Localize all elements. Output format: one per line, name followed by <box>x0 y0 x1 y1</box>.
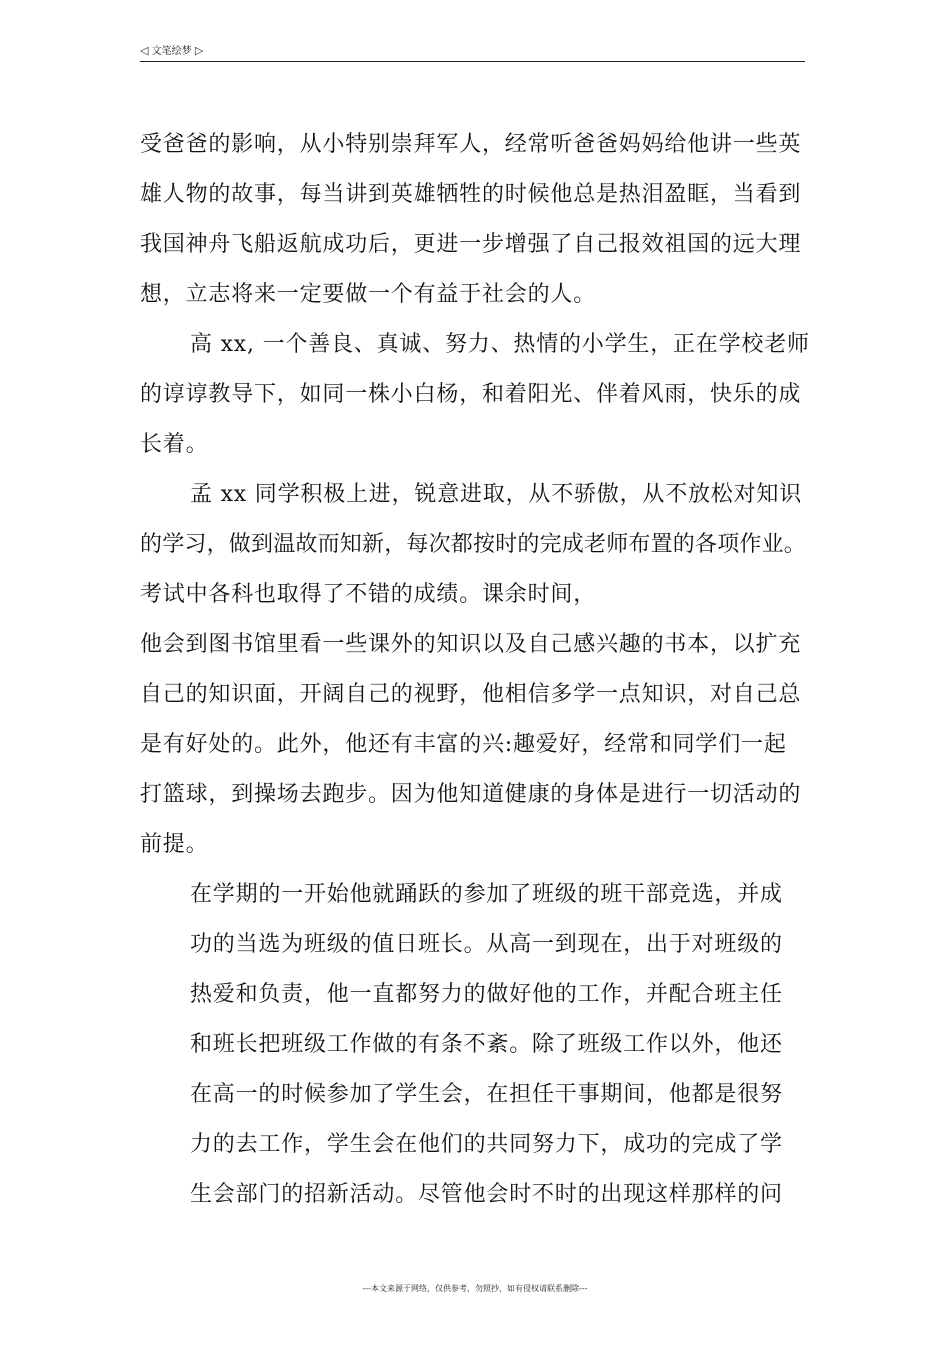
body-line: 和班长把班级工作做的有条不紊。除了班级工作以外，他还 <box>190 1032 783 1057</box>
body-line: 是有好处的。此外，他还有丰富的兴:趣爱好，经常和同学们一起 <box>140 732 787 757</box>
header-label <box>140 44 203 59</box>
body-line: 在高一的时候参加了学生会，在担任干事期间，他都是很努 <box>190 1082 783 1107</box>
body-line: 力的去工作，学生会在他们的共同努力下，成功的完成了学 <box>190 1132 783 1157</box>
body-line: 的学习，做到温故而知新，每次都按时的完成老师布置的各项作业。 <box>140 532 807 557</box>
body-line: 前提。 <box>140 832 209 857</box>
body-line: 雄人物的故事，每当讲到英雄牺牲的时候他总是热泪盈眶，当看到 <box>140 182 802 207</box>
left-triangle-icon: ◁ <box>140 44 149 57</box>
body-line: 打篮球，到操场去跑步。因为他知道健康的身体是进行一切活动的 <box>140 782 802 807</box>
body-line: 我国神舟飞船返航成功后，更进一步增强了自己报效祖国的远大理 <box>140 232 802 257</box>
body-line: 在学期的一开始他就踊跃的参加了班级的班干部竞选，并成 <box>190 882 783 907</box>
body-line: 孟 xx 同学积极上进，锐意进取，从不骄傲，从不放松对知识 <box>190 482 803 507</box>
body-line: 受爸爸的影响，从小特别崇拜军人，经常听爸爸妈妈给他讲一些英 <box>140 132 802 157</box>
body-line: 自己的知识面，开阔自己的视野，他相信多学一点知识，对自己总 <box>140 682 802 707</box>
body-line: 热爱和负责，他一直都努力的做好他的工作，并配合班主任 <box>190 982 783 1007</box>
body-line: 的谆谆教导下，如同一株小白杨，和着阳光、伴着风雨，快乐的成 <box>140 382 802 407</box>
body-line: 想，立志将来一定要做一个有益于社会的人。 <box>140 282 597 307</box>
body-line: 他会到图书馆里看一些课外的知识以及自己感兴趣的书本，以扩充 <box>140 632 802 657</box>
page-header <box>140 44 805 62</box>
body-line: 考试中各科也取得了不错的成绩。课余时间， <box>140 582 597 607</box>
body-line: 功的当选为班级的值日班长。从高一到现在，出于对班级的 <box>190 932 783 957</box>
body-line: 长着。 <box>140 432 209 457</box>
body-line: 生会部门的招新活动。尽管他会时不时的出现这样那样的问 <box>190 1182 783 1207</box>
right-triangle-icon: ▷ <box>194 44 204 57</box>
body-line: 高 xx, 一个善良、真诚、努力、热情的小学生，正在学校老师 <box>190 332 810 357</box>
page-footer: ---本文来源于网络，仅供参考，勿照抄，如有侵权请联系删除--- <box>362 1284 588 1293</box>
header-title: 文笔绘梦 <box>151 46 192 57</box>
